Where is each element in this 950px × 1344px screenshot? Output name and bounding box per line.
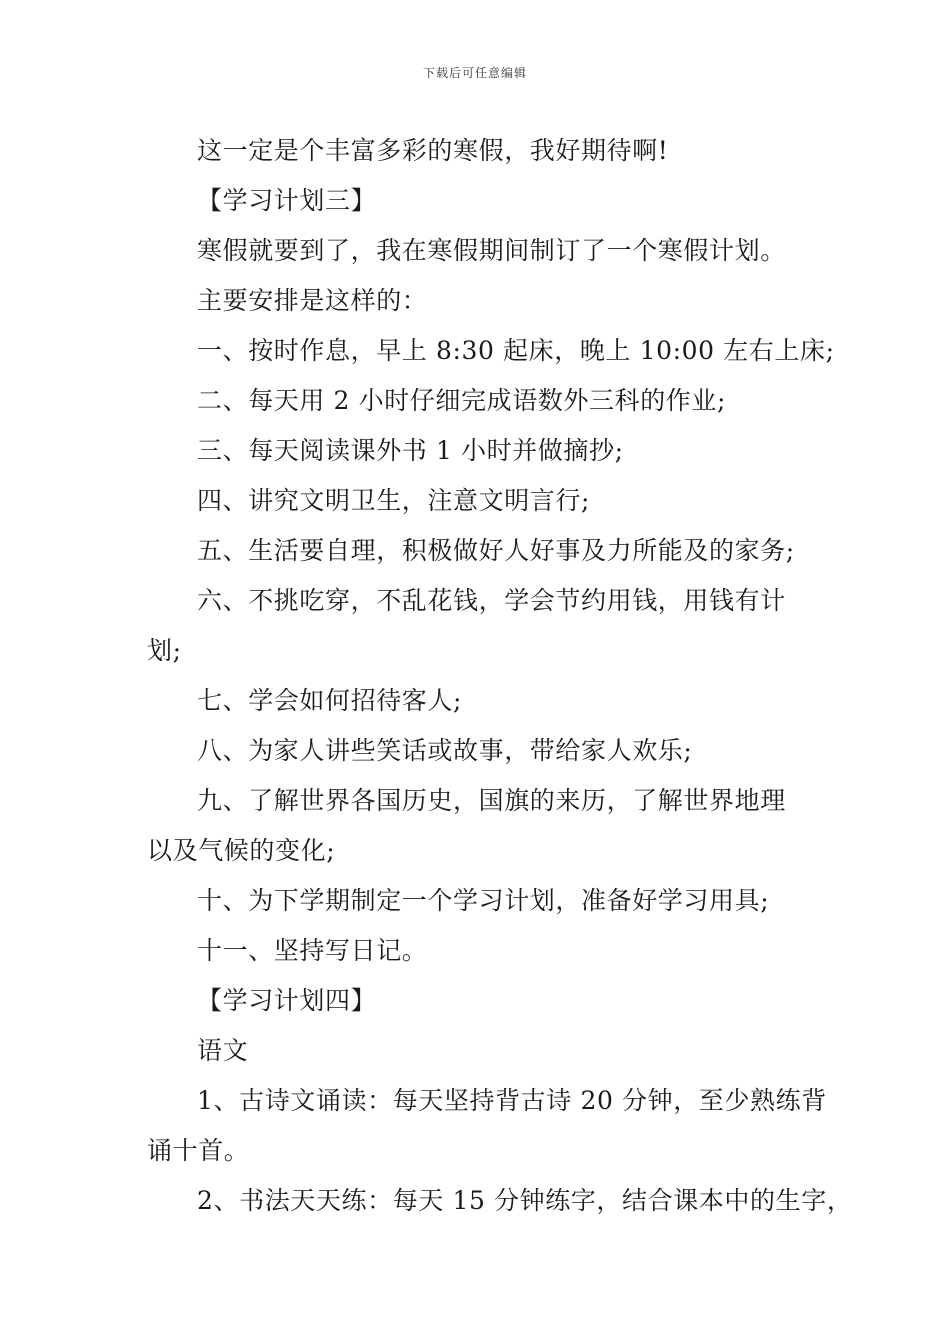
text-line: 七、学会如何招待客人;	[197, 686, 463, 715]
text-line: 十、为下学期制定一个学习计划，准备好学习用具;	[197, 886, 770, 915]
text-line: 十一、坚持写日记。	[197, 936, 428, 965]
text-line: 诵十首。	[147, 1136, 250, 1165]
text-line: 【学习计划四】	[197, 986, 377, 1015]
text-line: 主要安排是这样的：	[197, 286, 428, 315]
page-header: 下载后可任意编辑	[422, 66, 527, 80]
document-body	[147, 126, 853, 1226]
text-line: 二、每天用 2 小时仔细完成语数外三科的作业;	[197, 386, 727, 415]
text-line: 语文	[197, 1036, 249, 1065]
text-line: 划;	[147, 636, 182, 665]
text-line: 寒假就要到了，我在寒假期间制订了一个寒假计划。	[197, 236, 786, 265]
text-line: 五、生活要自理，积极做好人好事及力所能及的家务;	[197, 536, 795, 565]
text-line: 九、了解世界各国历史，国旗的来历，了解世界地理	[197, 786, 786, 815]
text-line: 三、每天阅读课外书 1 小时并做摘抄;	[197, 436, 624, 465]
text-line: 这一定是个丰富多彩的寒假，我好期待啊!	[197, 136, 669, 165]
text-line: 四、讲究文明卫生，注意文明言行;	[197, 486, 591, 515]
text-line: 六、不挑吃穿，不乱花钱，学会节约用钱，用钱有计	[197, 586, 786, 615]
text-line: 以及气候的变化;	[147, 836, 336, 865]
text-line: 1、古诗文诵读：每天坚持背古诗 20 分钟，至少熟练背	[197, 1086, 827, 1115]
text-line: 【学习计划三】	[197, 186, 377, 215]
text-line: 2、书法天天练：每天 15 分钟练字，结合课本中的生字，	[197, 1186, 853, 1215]
text-line: 一、按时作息，早上 8:30 起床，晚上 10:00 左右上床;	[197, 336, 835, 365]
text-line: 八、为家人讲些笑话或故事，带给家人欢乐;	[197, 736, 693, 765]
